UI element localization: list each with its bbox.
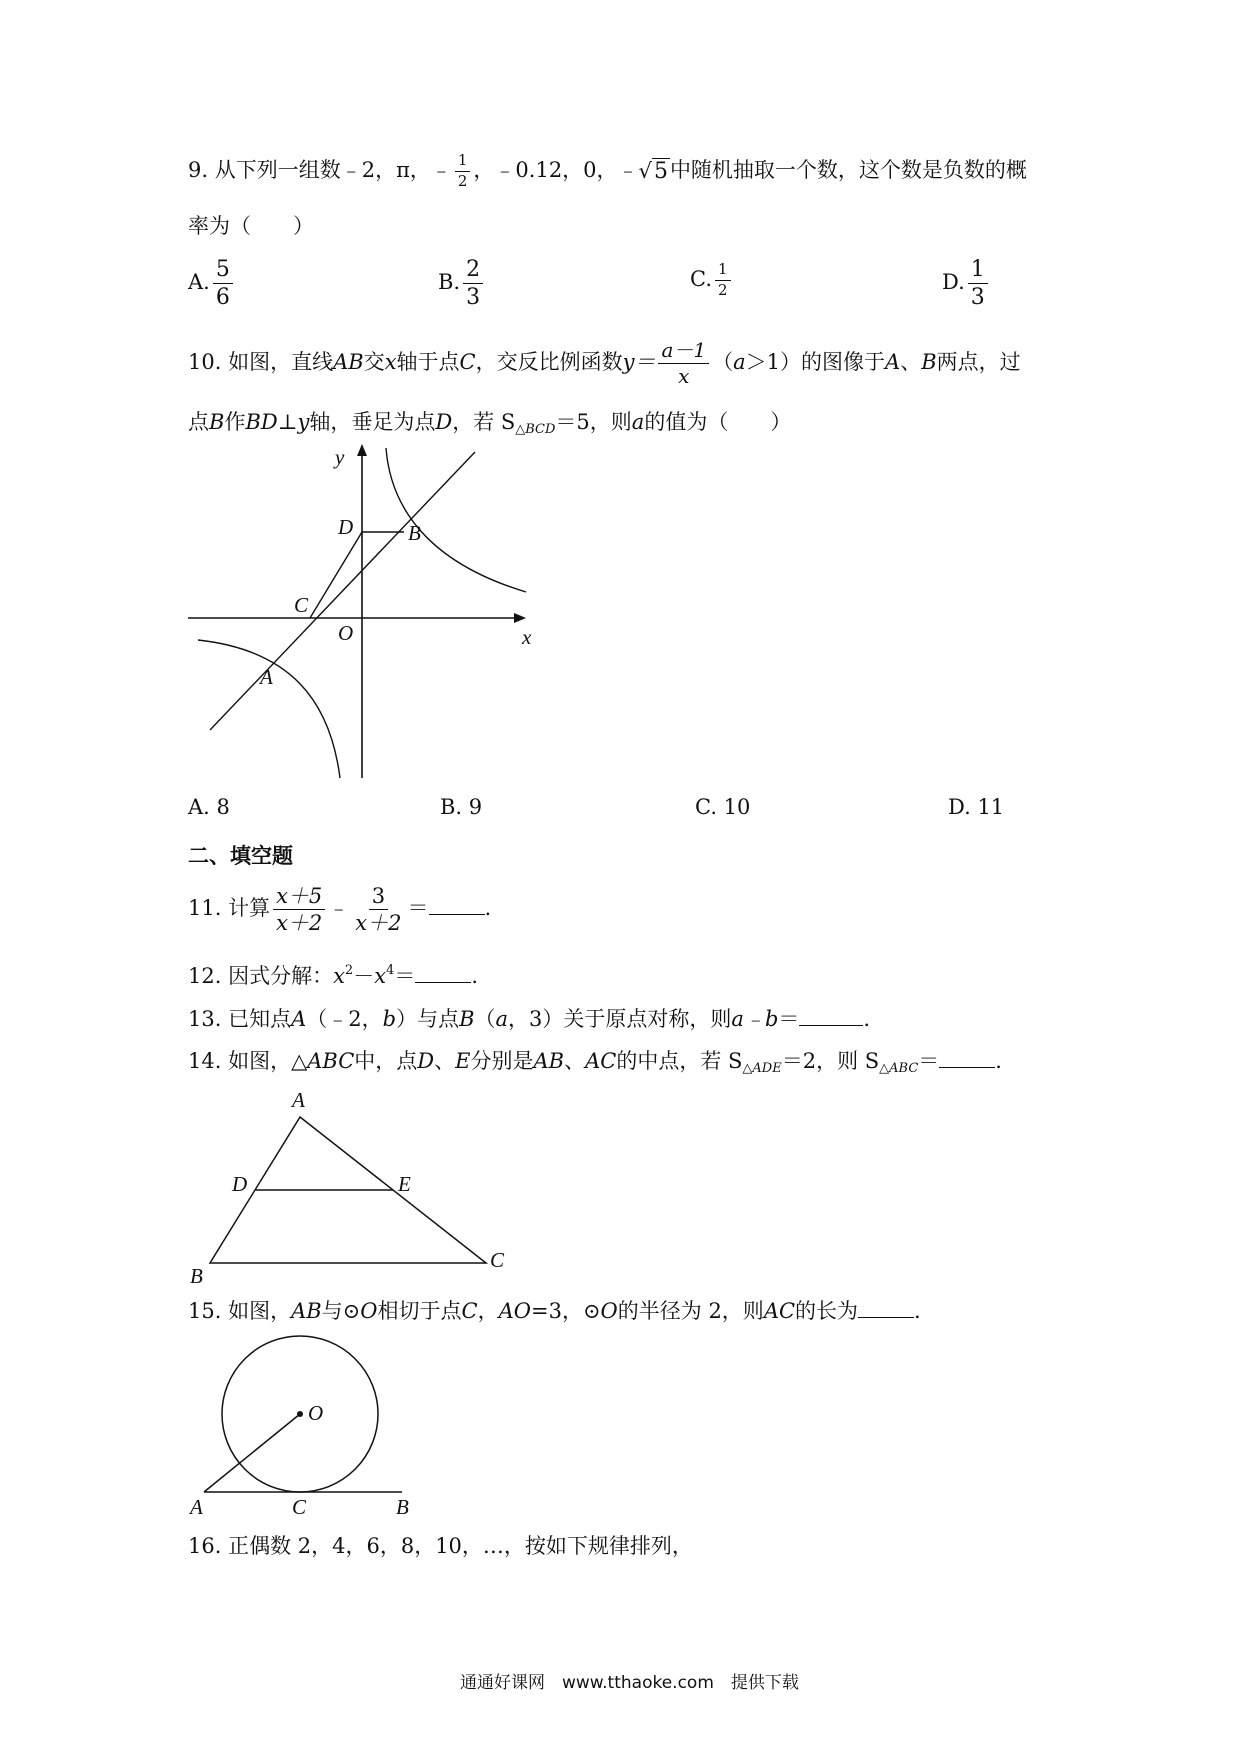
- q15-blank[interactable]: [858, 1299, 914, 1318]
- q9-opt-a-frac: [213, 258, 233, 309]
- q9-opt-b-frac: [463, 258, 483, 309]
- t: .: [863, 1007, 871, 1031]
- line-ab: [210, 452, 475, 730]
- t: ，交反比例函数: [475, 350, 623, 374]
- num: a－1: [658, 340, 709, 364]
- q9-sqrt-val: 5: [653, 158, 668, 184]
- q10-figure: [180, 440, 540, 780]
- t: AB: [333, 350, 364, 374]
- segment-cd: [310, 532, 362, 618]
- t: AB: [533, 1049, 565, 1073]
- t: BD: [245, 410, 278, 434]
- t: 分别是: [470, 1049, 534, 1073]
- t: ）与点: [396, 1007, 460, 1031]
- q14: [188, 1045, 1002, 1076]
- q9-option-d: [942, 258, 991, 309]
- t: 的长为: [795, 1299, 859, 1323]
- t: x: [374, 964, 387, 988]
- num: 3: [369, 885, 388, 910]
- t: 交: [363, 350, 385, 374]
- label-a: A: [260, 665, 273, 689]
- num: 5: [213, 258, 233, 284]
- q10-option-d: D. 11: [948, 795, 1005, 819]
- t: 作: [224, 410, 246, 434]
- q10-option-c: C. 10: [695, 795, 751, 819]
- label-c: C: [294, 593, 309, 617]
- q9-option-a: [188, 258, 236, 309]
- q10-frac: [658, 340, 709, 387]
- num: x＋5: [273, 885, 325, 910]
- q10-option-b: B. 9: [440, 795, 483, 819]
- num: 2: [463, 258, 483, 284]
- t: 11. 计算: [188, 896, 271, 921]
- t: A: [291, 1007, 307, 1031]
- den: x＋2: [355, 911, 402, 936]
- q16: 16. 正偶数 2，4，6，8，10，…，按如下规律排列，: [188, 1534, 693, 1558]
- t: 15. 如图，: [188, 1299, 292, 1323]
- den: 3: [466, 285, 481, 311]
- q11-blank[interactable]: [429, 896, 485, 915]
- t: b: [382, 1007, 397, 1031]
- t: 12. 因式分解：: [188, 964, 334, 988]
- label-d: D: [338, 515, 354, 539]
- t: 相切于点: [377, 1299, 462, 1323]
- den: 6: [215, 285, 230, 311]
- t: .: [995, 1049, 1002, 1073]
- label-b: B: [190, 1264, 203, 1285]
- q9-frac: [455, 153, 471, 190]
- t: D: [417, 1049, 435, 1073]
- q10-line2: [188, 406, 791, 437]
- t: AC: [585, 1049, 617, 1073]
- footer: 通通好课网 www.tthaoke.com 提供下载: [460, 1673, 799, 1693]
- t: ，: [477, 1299, 499, 1323]
- t: 的中点，若 S: [616, 1049, 743, 1073]
- den: x＋2: [276, 911, 323, 936]
- t: C: [461, 1299, 478, 1323]
- t: 轴，垂足为点: [309, 410, 436, 434]
- hyperbola-left: [198, 640, 340, 778]
- q15-figure: [180, 1328, 440, 1518]
- label-e: E: [398, 1172, 411, 1196]
- t: △ADE: [742, 1061, 782, 1076]
- t: △ABC: [879, 1061, 919, 1076]
- q10-line1: [188, 340, 1021, 387]
- q9-opt-b-label: B.: [438, 270, 461, 295]
- t: 、: [434, 1049, 456, 1073]
- q12: [188, 960, 478, 990]
- t: （: [712, 350, 734, 374]
- section-title: 二、填空题: [188, 844, 293, 868]
- t: C: [459, 350, 476, 374]
- q9-text-c: 中随机抽取一个数，这个数是负数的概: [669, 157, 1027, 182]
- label-y: y: [335, 445, 345, 469]
- q9-frac-num: 1: [455, 153, 471, 172]
- label-a: A: [292, 1088, 305, 1112]
- t: 、: [564, 1049, 586, 1073]
- t: 的半径为 2，则: [617, 1299, 764, 1323]
- label-c: C: [490, 1248, 505, 1272]
- t: ＝: [918, 1049, 940, 1073]
- t: 两点，过: [936, 350, 1021, 374]
- t: y＝: [622, 350, 656, 374]
- t: ABC: [307, 1049, 355, 1073]
- t: 轴于点: [396, 350, 460, 374]
- t: 4: [386, 963, 395, 978]
- q12-blank[interactable]: [415, 964, 471, 983]
- t: D: [435, 410, 453, 434]
- t: ＝: [778, 1007, 800, 1031]
- t: AB: [291, 1299, 322, 1323]
- q13-blank[interactable]: [799, 1007, 863, 1026]
- t: 与⊙: [321, 1299, 361, 1323]
- den: x: [678, 364, 690, 388]
- t: O: [600, 1299, 618, 1323]
- t: 点: [188, 410, 209, 434]
- t: x: [333, 964, 345, 988]
- q14-figure: [180, 1085, 520, 1285]
- y-arrow: [357, 444, 367, 456]
- q9-option-b: [438, 258, 486, 309]
- t: x: [384, 350, 397, 374]
- t: 13. 已知点: [188, 1007, 292, 1031]
- q14-blank[interactable]: [939, 1049, 995, 1068]
- x-arrow: [514, 613, 526, 623]
- t: ＝2，则 S: [781, 1049, 880, 1073]
- t: O: [360, 1299, 378, 1323]
- label-d: D: [232, 1172, 248, 1196]
- t: a: [733, 350, 746, 374]
- t: （﹣2，: [306, 1007, 383, 1031]
- label-b: B: [408, 521, 421, 545]
- t: ＝5，则: [555, 410, 632, 434]
- t: AC: [763, 1299, 796, 1323]
- q9-text-a: 9. 从下列一组数﹣2，π，﹣: [188, 157, 452, 182]
- t: 的值为（ ）: [644, 410, 792, 434]
- t: AO: [498, 1299, 531, 1323]
- t: 14. 如图，△: [188, 1049, 308, 1073]
- t: ＝: [407, 896, 429, 921]
- t: y: [297, 410, 310, 434]
- t: 10. 如图，直线: [188, 350, 334, 374]
- label-a: A: [190, 1495, 203, 1518]
- label-x: x: [522, 625, 532, 649]
- t: ，若 S: [452, 410, 516, 434]
- q11-frac2: [352, 885, 404, 934]
- t: （: [474, 1007, 496, 1031]
- num: 1: [968, 258, 988, 284]
- label-c: C: [292, 1495, 307, 1518]
- q9-opt-d-label: D.: [942, 270, 965, 295]
- t: B: [209, 410, 225, 434]
- t: .: [471, 964, 479, 988]
- label-o: O: [308, 1401, 324, 1425]
- q13: [188, 1003, 870, 1033]
- q9-opt-c-frac: [715, 262, 731, 299]
- t: －: [353, 964, 375, 988]
- den: 3: [970, 285, 985, 311]
- q10-option-a: A. 8: [188, 795, 230, 819]
- q9-line1: [188, 153, 1027, 190]
- t: a﹣b: [731, 1007, 779, 1031]
- q11: [188, 885, 491, 934]
- q9-opt-d-frac: [968, 258, 988, 309]
- num: 1: [715, 262, 731, 281]
- q15: [188, 1295, 921, 1325]
- t: 、: [900, 350, 922, 374]
- label-b: B: [396, 1495, 409, 1518]
- den: 2: [718, 280, 728, 299]
- t: 2: [344, 963, 354, 978]
- t: =3，⊙: [530, 1299, 601, 1323]
- q9-frac-den: 2: [457, 171, 468, 190]
- t: E: [455, 1049, 471, 1073]
- label-o: O: [338, 621, 354, 645]
- t: a: [631, 410, 645, 434]
- t: ＝: [394, 964, 416, 988]
- q9-sqrt: √5: [638, 158, 668, 184]
- t: B: [921, 350, 937, 374]
- t: ＞1）的图像于: [745, 350, 886, 374]
- q11-frac1: [273, 885, 325, 934]
- t: B: [459, 1007, 475, 1031]
- t: .: [914, 1299, 921, 1323]
- t: △BCD: [515, 422, 556, 437]
- q9-opt-a-label: A.: [188, 270, 210, 295]
- t: 中，点: [354, 1049, 418, 1073]
- t: ，3）关于原点对称，则: [508, 1007, 732, 1031]
- t: .: [484, 896, 492, 921]
- hyperbola-right: [386, 448, 526, 592]
- t: ⊥: [277, 410, 298, 434]
- t: a: [495, 1007, 509, 1031]
- segment-ao: [204, 1414, 300, 1492]
- t: ﹣: [328, 896, 350, 921]
- t: A: [885, 350, 901, 374]
- q9-text-b: ，﹣0.12，0，﹣: [473, 157, 639, 182]
- q9-option-c: [690, 262, 734, 299]
- q9-line2: 率为（ ）: [188, 214, 314, 238]
- q9-opt-c-label: C.: [690, 266, 712, 291]
